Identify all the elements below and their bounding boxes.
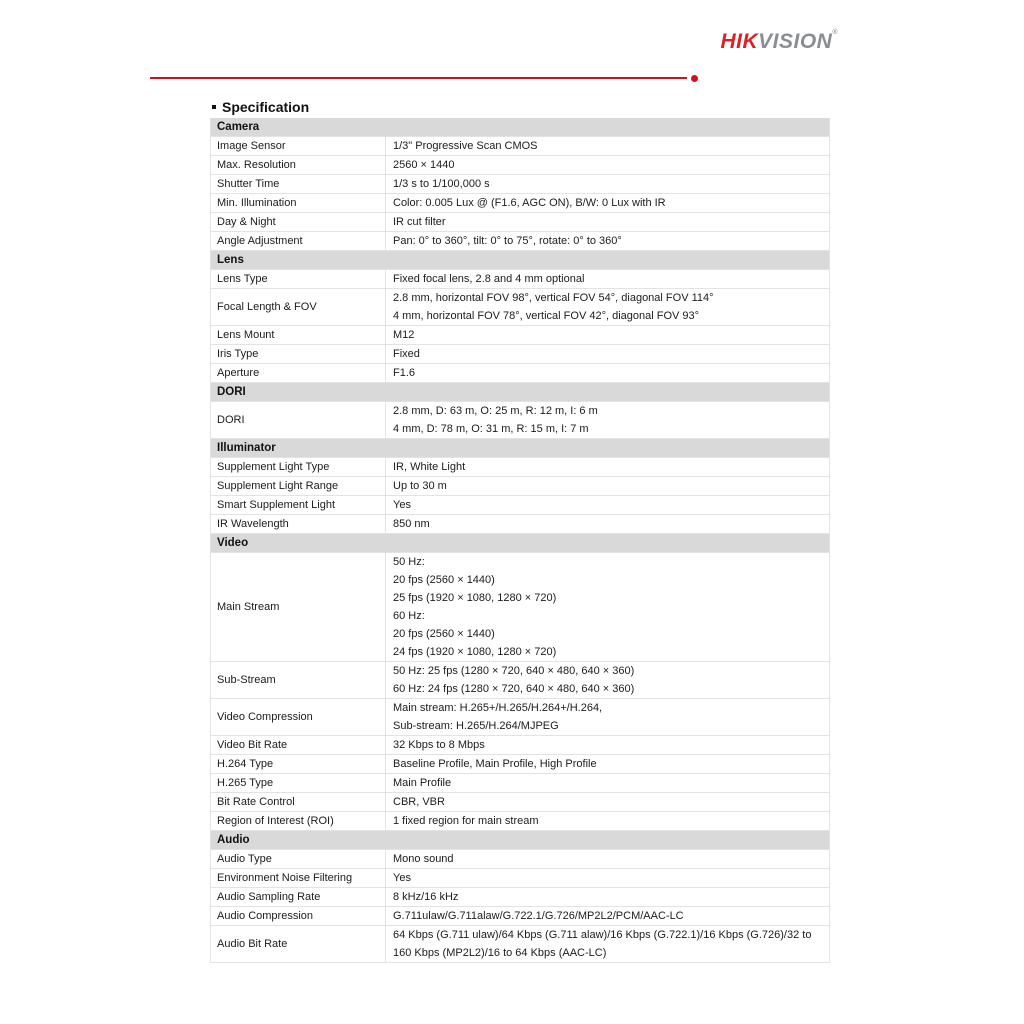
spec-value-line: M12 xyxy=(393,329,415,341)
spec-value-line: IR, White Light xyxy=(393,461,466,473)
spec-label xyxy=(211,289,386,325)
spec-row-lens-mount xyxy=(211,326,829,345)
spec-label-text: Focal Length & FOV xyxy=(217,300,317,313)
spec-value-line: G.711ulaw/G.711alaw/G.722.1/G.726/MP2L2/PCM/AAC-LC xyxy=(393,910,684,922)
spec-value xyxy=(386,326,829,344)
spec-value xyxy=(386,793,829,811)
page-title-text: Specification xyxy=(222,99,310,115)
spec-label xyxy=(211,232,386,250)
spec-label xyxy=(211,812,386,830)
spec-label-text: Max. Resolution xyxy=(217,158,296,171)
section-title: Audio xyxy=(217,834,250,846)
spec-label-text: Angle Adjustment xyxy=(217,234,303,247)
spec-value xyxy=(386,888,829,906)
spec-label xyxy=(211,736,386,754)
spec-value xyxy=(386,270,829,288)
spec-value-line: 64 Kbps (G.711 ulaw)/64 Kbps (G.711 alaw)/16 Kbps (G.722.1)/16 Kbps (G.726)/32 to xyxy=(393,929,812,941)
spec-label xyxy=(211,402,386,438)
spec-value xyxy=(386,774,829,792)
section-header-dori xyxy=(211,383,829,402)
spec-value xyxy=(386,907,829,925)
spec-row-audio-compression xyxy=(211,907,829,926)
spec-row-h-265-type xyxy=(211,774,829,793)
spec-label xyxy=(211,213,386,231)
spec-row-ir-wavelength xyxy=(211,515,829,534)
section-header-audio xyxy=(211,831,829,850)
spec-label xyxy=(211,364,386,382)
spec-label-text: Smart Supplement Light xyxy=(217,498,336,511)
spec-value-line: 20 fps (2560 × 1440) xyxy=(393,574,495,586)
spec-row-lens-type xyxy=(211,270,829,289)
spec-value xyxy=(386,812,829,830)
spec-value xyxy=(386,869,829,887)
spec-value-line: 24 fps (1920 × 1080, 1280 × 720) xyxy=(393,646,557,658)
spec-label xyxy=(211,907,386,925)
spec-row-min-illumination xyxy=(211,194,829,213)
spec-value xyxy=(386,194,829,212)
hikvision-logo xyxy=(720,30,838,54)
spec-row-video-bit-rate xyxy=(211,736,829,755)
spec-value-line: Up to 30 m xyxy=(393,480,447,492)
spec-row-focal-length-fov xyxy=(211,289,829,326)
spec-value-line: CBR, VBR xyxy=(393,796,445,808)
spec-row-audio-sampling-rate xyxy=(211,888,829,907)
section-title: DORI xyxy=(217,386,246,398)
spec-value-line: 4 mm, D: 78 m, O: 31 m, R: 15 m, I: 7 m xyxy=(393,423,589,435)
spec-label-text: Aperture xyxy=(217,366,260,379)
spec-label-text: H.264 Type xyxy=(217,757,274,770)
spec-value xyxy=(386,926,829,962)
header-rule-line xyxy=(150,77,687,79)
spec-value-line: 8 kHz/16 kHz xyxy=(393,891,459,903)
spec-value-line: 850 nm xyxy=(393,518,430,530)
spec-label-text: Main Stream xyxy=(217,600,280,613)
spec-label-text: Shutter Time xyxy=(217,177,280,190)
spec-value-line: 50 Hz: 25 fps (1280 × 720, 640 × 480, 640 × 360) xyxy=(393,665,635,677)
section-title: Video xyxy=(217,537,249,549)
spec-label-text: Iris Type xyxy=(217,347,259,360)
spec-row-day-night xyxy=(211,213,829,232)
spec-value-line: 32 Kbps to 8 Mbps xyxy=(393,739,485,751)
spec-value-line: 20 fps (2560 × 1440) xyxy=(393,628,495,640)
square-bullet-icon xyxy=(212,105,216,109)
spec-value-line: Color: 0.005 Lux @ (F1.6, AGC ON), B/W: 0 Lux with IR xyxy=(393,197,666,209)
spec-value-line: 2.8 mm, horizontal FOV 98°, vertical FOV 54°, diagonal FOV 114° xyxy=(393,292,714,304)
spec-row-audio-bit-rate xyxy=(211,926,829,963)
spec-label-text: Audio Bit Rate xyxy=(217,937,288,950)
specification-table xyxy=(210,118,830,963)
header-rule-dot-icon xyxy=(691,75,698,82)
spec-label xyxy=(211,926,386,962)
spec-row-supplement-light-type xyxy=(211,458,829,477)
spec-value-line: Fixed xyxy=(393,348,420,360)
spec-row-aperture xyxy=(211,364,829,383)
spec-label xyxy=(211,458,386,476)
section-title: Illuminator xyxy=(217,442,276,454)
spec-value-line: 50 Hz: xyxy=(393,556,425,568)
spec-value-line: 160 Kbps (MP2L2)/16 to 64 Kbps (AAC-LC) xyxy=(393,947,607,959)
spec-value-line: F1.6 xyxy=(393,367,416,379)
spec-value-line: Yes xyxy=(393,499,411,511)
spec-label-text: IR Wavelength xyxy=(217,517,289,530)
spec-value xyxy=(386,477,829,495)
section-title: Lens xyxy=(217,254,244,266)
spec-row-max-resolution xyxy=(211,156,829,175)
spec-label-text: Supplement Light Range xyxy=(217,479,339,492)
spec-label xyxy=(211,515,386,533)
spec-value-line: 1/3 s to 1/100,000 s xyxy=(393,178,490,190)
spec-value-line: 2560 × 1440 xyxy=(393,159,455,171)
spec-label-text: Lens Mount xyxy=(217,328,275,341)
spec-label-text: H.265 Type xyxy=(217,776,274,789)
spec-value-line: Yes xyxy=(393,872,411,884)
spec-value-line: 2.8 mm, D: 63 m, O: 25 m, R: 12 m, I: 6 m xyxy=(393,405,598,417)
spec-value xyxy=(386,289,829,325)
spec-value xyxy=(386,232,829,250)
spec-value xyxy=(386,553,829,661)
spec-row-sub-stream xyxy=(211,662,829,699)
spec-label xyxy=(211,699,386,735)
spec-value xyxy=(386,458,829,476)
spec-label xyxy=(211,553,386,661)
spec-label xyxy=(211,137,386,155)
spec-row-main-stream xyxy=(211,553,829,662)
spec-value xyxy=(386,699,829,735)
spec-label xyxy=(211,496,386,514)
page-title xyxy=(212,99,309,115)
spec-value-line: 60 Hz: 24 fps (1280 × 720, 640 × 480, 640 × 360) xyxy=(393,683,635,695)
spec-row-angle-adjustment xyxy=(211,232,829,251)
spec-label xyxy=(211,156,386,174)
spec-value xyxy=(386,175,829,193)
spec-value-line: Fixed focal lens, 2.8 and 4 mm optional xyxy=(393,273,585,285)
spec-label xyxy=(211,662,386,698)
spec-value xyxy=(386,402,829,438)
spec-value xyxy=(386,213,829,231)
spec-value xyxy=(386,662,829,698)
spec-row-dori xyxy=(211,402,829,439)
spec-label-text: Min. Illumination xyxy=(217,196,297,209)
spec-value xyxy=(386,156,829,174)
spec-label xyxy=(211,793,386,811)
spec-label xyxy=(211,888,386,906)
spec-label-text: Audio Type xyxy=(217,852,272,865)
spec-label-text: Bit Rate Control xyxy=(217,795,295,808)
spec-label-text: Environment Noise Filtering xyxy=(217,871,353,884)
spec-value xyxy=(386,137,829,155)
section-header-illuminator xyxy=(211,439,829,458)
spec-label-text: Image Sensor xyxy=(217,139,286,152)
spec-label-text: Video Bit Rate xyxy=(217,738,288,751)
spec-value-line: 4 mm, horizontal FOV 78°, vertical FOV 42°, diagonal FOV 93° xyxy=(393,310,700,322)
spec-value-line: Main stream: H.265+/H.265/H.264+/H.264, xyxy=(393,702,603,714)
spec-value xyxy=(386,364,829,382)
spec-value-line: Baseline Profile, Main Profile, High Profile xyxy=(393,758,597,770)
spec-label-text: Supplement Light Type xyxy=(217,460,330,473)
spec-label xyxy=(211,194,386,212)
spec-label xyxy=(211,755,386,773)
spec-value-line: Pan: 0° to 360°, tilt: 0° to 75°, rotate: 0° to 360° xyxy=(393,235,622,247)
spec-label xyxy=(211,477,386,495)
spec-value xyxy=(386,755,829,773)
spec-label-text: Sub-Stream xyxy=(217,673,276,686)
spec-label-text: Lens Type xyxy=(217,272,268,285)
spec-value-line: 25 fps (1920 × 1080, 1280 × 720) xyxy=(393,592,557,604)
spec-value xyxy=(386,515,829,533)
section-header-camera xyxy=(211,118,829,137)
spec-label xyxy=(211,869,386,887)
spec-label-text: Video Compression xyxy=(217,710,313,723)
spec-row-bit-rate-control xyxy=(211,793,829,812)
spec-row-shutter-time xyxy=(211,175,829,194)
logo-vision-text: VISION xyxy=(758,30,833,53)
spec-value-line: Main Profile xyxy=(393,777,452,789)
spec-label-text: Region of Interest (ROI) xyxy=(217,814,334,827)
registered-trademark-icon: ® xyxy=(832,29,838,36)
spec-label xyxy=(211,270,386,288)
spec-row-image-sensor xyxy=(211,137,829,156)
spec-label xyxy=(211,345,386,363)
spec-value xyxy=(386,850,829,868)
spec-row-audio-type xyxy=(211,850,829,869)
spec-value-line: 60 Hz: xyxy=(393,610,425,622)
spec-label-text: Audio Sampling Rate xyxy=(217,890,321,903)
spec-row-region-of-interest-roi xyxy=(211,812,829,831)
logo-hik-text: HIK xyxy=(720,30,759,53)
spec-value-line: Mono sound xyxy=(393,853,454,865)
spec-label-text: DORI xyxy=(217,413,245,426)
spec-value xyxy=(386,496,829,514)
spec-row-smart-supplement-light xyxy=(211,496,829,515)
spec-label-text: Day & Night xyxy=(217,215,276,228)
spec-value-line: Sub-stream: H.265/H.264/MJPEG xyxy=(393,720,559,732)
spec-label xyxy=(211,850,386,868)
spec-label-text: Audio Compression xyxy=(217,909,313,922)
spec-label xyxy=(211,326,386,344)
spec-label xyxy=(211,774,386,792)
spec-row-iris-type xyxy=(211,345,829,364)
spec-row-h-264-type xyxy=(211,755,829,774)
spec-value xyxy=(386,736,829,754)
spec-label xyxy=(211,175,386,193)
section-header-video xyxy=(211,534,829,553)
spec-value-line: 1/3" Progressive Scan CMOS xyxy=(393,140,538,152)
spec-row-video-compression xyxy=(211,699,829,736)
spec-value-line: 1 fixed region for main stream xyxy=(393,815,539,827)
spec-value xyxy=(386,345,829,363)
spec-value-line: IR cut filter xyxy=(393,216,446,228)
spec-row-environment-noise-filtering xyxy=(211,869,829,888)
spec-row-supplement-light-range xyxy=(211,477,829,496)
section-header-lens xyxy=(211,251,829,270)
section-title: Camera xyxy=(217,121,260,133)
